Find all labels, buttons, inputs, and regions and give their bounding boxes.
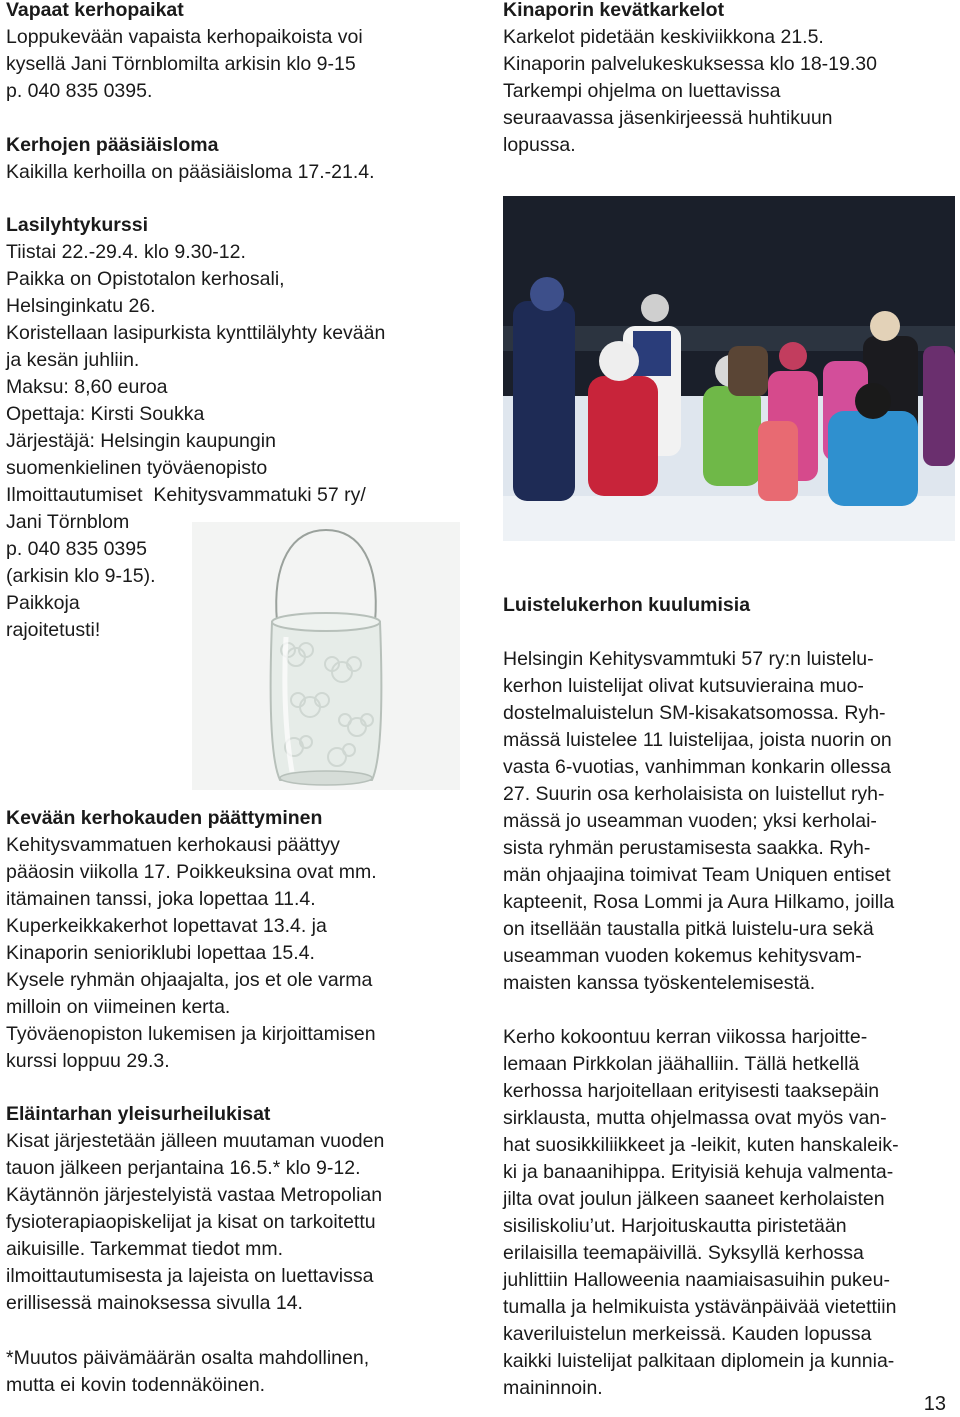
body-line: sirklausta, mutta ohjelmassa ovat myös van- bbox=[503, 1107, 887, 1129]
body-line: Järjestäjä: Helsingin kaupungin bbox=[6, 430, 276, 452]
footnote-line: mutta ei kovin todennäköinen. bbox=[6, 1374, 266, 1396]
skating-group-photo bbox=[503, 196, 955, 541]
body-line: kaveriluistelun merkeissä. Kauden lopussa bbox=[503, 1323, 872, 1345]
body-line: ki ja banaanihippa. Erityisiä kehuja valmenta- bbox=[503, 1161, 894, 1183]
heading-elaintarha: Eläintarhan yleisurheilukisat bbox=[6, 1103, 271, 1125]
body-line: dostelmaluistelun SM-kisakatsomossa. Ryh- bbox=[503, 702, 886, 724]
body-line: milloin on viimeinen kerta. bbox=[6, 996, 231, 1018]
section-kinapori bbox=[503, 0, 877, 159]
body-line: useamman vuoden kokemus kehitysvam- bbox=[503, 945, 862, 967]
body-line: Käytännön järjestelyistä vastaa Metropolian bbox=[6, 1184, 383, 1206]
body-line: ja kesän juhliin. bbox=[6, 349, 140, 371]
body-line: Kinaporin senioriklubi lopettaa 15.4. bbox=[6, 942, 315, 964]
body-line: tumalla ja helmikuista ystävänpäivää vietettiin bbox=[503, 1296, 897, 1318]
body-line: erilaisilla teemapäivillä. Syksyllä kerhossa bbox=[503, 1242, 864, 1264]
body-line: Jani Törnblom bbox=[6, 511, 130, 533]
body-line: Opettaja: Kirsti Soukka bbox=[6, 403, 205, 425]
body-line: sista ryhmän perustamisesta saakka. Ryh- bbox=[503, 837, 871, 859]
body-line: itämainen tanssi, joka lopettaa 11.4. bbox=[6, 888, 316, 910]
body-line: Ilmoittautumiset Kehitysvammatuki 57 ry/ bbox=[6, 484, 366, 506]
lantern-jar-image bbox=[192, 522, 460, 790]
body-line: lemaan Pirkkolan jäähalliin. Tällä hetkellä bbox=[503, 1053, 860, 1075]
heading-paasiaisloma: Kerhojen pääsiäisloma bbox=[6, 134, 219, 156]
body-line: p. 040 835 0395. bbox=[6, 80, 153, 102]
body-line: tauon jälkeen perjantaina 16.5.* klo 9-12. bbox=[6, 1157, 361, 1179]
heading-kevaan-kerhokausi: Kevään kerhokauden päättyminen bbox=[6, 807, 323, 829]
body-line: p. 040 835 0395 bbox=[6, 538, 147, 560]
body-line: Kinaporin palvelukeskuksessa klo 18-19.30 bbox=[503, 53, 877, 75]
body-line: Kaikilla kerhoilla on pääsiäisloma 17.-21.4. bbox=[6, 161, 375, 183]
body-line: on itsellään taustalla pitkä luistelu-ura sekä bbox=[503, 918, 874, 940]
body-line: juhlittiin Halloweenia naamiaisasuihin pukeu- bbox=[503, 1269, 890, 1291]
body-line: ilmoittautumisesta ja lajeista on luettavissa bbox=[6, 1265, 374, 1287]
body-line: Maksu: 8,60 euroa bbox=[6, 376, 168, 398]
body-line: mässä luistelee 11 luistelijaa, joista nuorin on bbox=[503, 729, 892, 751]
body-line: Tiistai 22.-29.4. klo 9.30-12. bbox=[6, 241, 246, 263]
body-line: män ohjaajina toimivat Team Uniquen entiset bbox=[503, 864, 891, 886]
body-line: sisiliskoliu’ut. Harjoituskautta piristetään bbox=[503, 1215, 847, 1237]
body-line: Paikkoja bbox=[6, 592, 80, 614]
body-line: erillisessä mainoksessa sivulla 14. bbox=[6, 1292, 303, 1314]
body-line: kaikki luistelijat palkitaan diplomein ja kunnia- bbox=[503, 1350, 895, 1372]
heading-luistelukerho: Luistelukerhon kuulumisia bbox=[503, 594, 751, 616]
body-line: kurssi loppuu 29.3. bbox=[6, 1050, 170, 1072]
heading-vapaat-kerhopaikat: Vapaat kerhopaikat bbox=[6, 0, 184, 21]
body-line: Kisat järjestetään jälleen muutaman vuoden bbox=[6, 1130, 385, 1152]
body-line: maisten kanssa työskentelemisestä. bbox=[503, 972, 816, 994]
body-line: Koristellaan lasipurkista kynttilälyhty kevään bbox=[6, 322, 386, 344]
footnote-line: *Muutos päivämäärän osalta mahdollinen, bbox=[6, 1347, 370, 1369]
body-line: Kerho kokoontuu kerran viikossa harjoitte- bbox=[503, 1026, 868, 1048]
body-line: rajoitetusti! bbox=[6, 619, 101, 641]
section-kevaan-kerhokausi bbox=[6, 805, 377, 1075]
body-line: seuraavassa jäsenkirjeessä huhtikuun bbox=[503, 107, 833, 129]
body-line: maininnoin. bbox=[503, 1377, 603, 1399]
body-line: kerhon luistelijat olivat kutsuvieraina muo- bbox=[503, 675, 864, 697]
body-line: Karkelot pidetään keskiviikkona 21.5. bbox=[503, 26, 824, 48]
body-line: Kysele ryhmän ohjaajalta, jos et ole varma bbox=[6, 969, 373, 991]
body-line: hat suosikkiliikkeet ja -leikit, kuten hanskaleik- bbox=[503, 1134, 899, 1156]
body-line: Loppukevään vapaista kerhopaikoista voi bbox=[6, 26, 363, 48]
body-line: kerhossa harjoitellaan erityisesti taaksepäin bbox=[503, 1080, 880, 1102]
footnote bbox=[6, 1345, 369, 1399]
body-line: vasta 6-vuotias, vanhimman konkarin ollessa bbox=[503, 756, 892, 778]
body-line: kysellä Jani Törnblomilta arkisin klo 9-15 bbox=[6, 53, 356, 75]
body-line: aikuisille. Tarkemmat tiedot mm. bbox=[6, 1238, 284, 1260]
section-vapaat-kerhopaikat bbox=[6, 0, 363, 105]
body-line: mässä jo useamman vuoden; yksi kerholai- bbox=[503, 810, 877, 832]
body-line: lopussa. bbox=[503, 134, 576, 156]
body-line: fysioterapiaopiskelijat ja kisat on tarkoitettu bbox=[6, 1211, 376, 1233]
heading-lasilyhtykurssi: Lasilyhtykurssi bbox=[6, 214, 148, 236]
section-luistelukerho bbox=[503, 592, 899, 1402]
body-line: Työväenopiston lukemisen ja kirjoittamisen bbox=[6, 1023, 376, 1045]
body-line: jilta ovat joulun jälkeen saaneet kerholaisten bbox=[503, 1188, 885, 1210]
body-line: pääosin viikolla 17. Poikkeuksina ovat mm. bbox=[6, 861, 377, 883]
heading-kinapori: Kinaporin kevätkarkelot bbox=[503, 0, 725, 21]
body-line: Paikka on Opistotalon kerhosali, bbox=[6, 268, 285, 290]
body-line: Kehitysvammatuen kerhokausi päättyy bbox=[6, 834, 340, 856]
body-line: 27. Suurin osa kerholaisista on luistellut ryh- bbox=[503, 783, 885, 805]
body-line: (arkisin klo 9-15). bbox=[6, 565, 156, 587]
page-number: 13 bbox=[923, 1393, 946, 1415]
body-line: Helsinginkatu 26. bbox=[6, 295, 156, 317]
body-line: Tarkempi ohjelma on luettavissa bbox=[503, 80, 781, 102]
section-elaintarha bbox=[6, 1101, 384, 1317]
body-line: Helsingin Kehitysvammtuki 57 ry:n luistelu- bbox=[503, 648, 874, 670]
body-line: Kuperkeikkakerhot lopettavat 13.4. ja bbox=[6, 915, 327, 937]
section-paasiaisloma bbox=[6, 132, 375, 186]
body-line: suomenkielinen työväenopisto bbox=[6, 457, 268, 479]
body-line: kapteenit, Rosa Lommi ja Aura Hilkamo, joilla bbox=[503, 891, 895, 913]
